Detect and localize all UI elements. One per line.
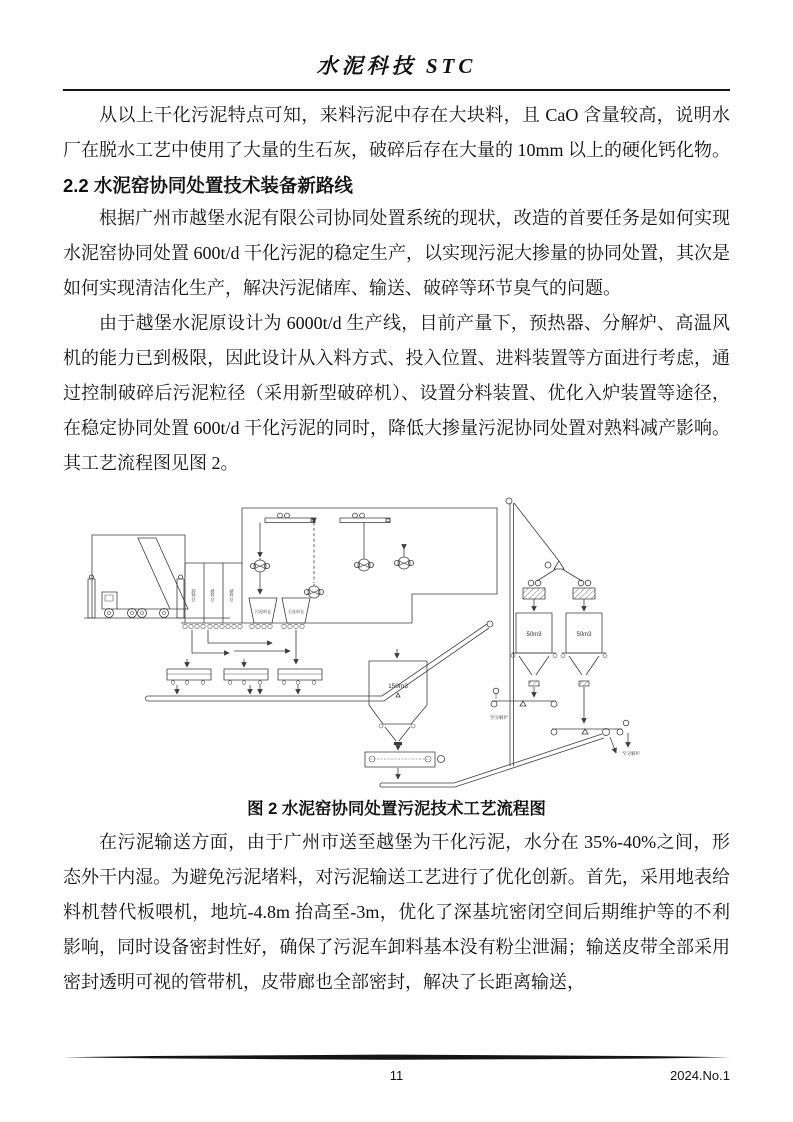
- figure-2: [63, 491, 730, 793]
- feeder-2: [224, 659, 268, 694]
- footer-rule: [63, 1054, 730, 1061]
- calciner-screw-1: [490, 688, 557, 721]
- dosing-silo-1: [511, 580, 557, 697]
- pipe-conveyor-2: [380, 729, 616, 788]
- figure-caption: 图 2 水泥窑协同处置污泥技术工艺流程图: [247, 800, 546, 818]
- paragraph-design: 由于越堡水泥原设计为 6000t/d 生产线，目前产量下，预热器、分解炉、高温风机的能力已到极限，因此设计从入料方式、投入位置、进料装置等方面进行考虑，通过控制破碎后污泥粒径（采用新型破碎机）、设置分料装置、优化入炉装置等途径，在稳定协同处置 600t/d 干化污泥的同时，降低大掺量污泥协同处置对熟料减产影响。其工艺流程图见图 2。: [63, 313, 730, 473]
- truck-icon: [102, 592, 170, 618]
- section-heading: 2.2 水泥窑协同处置技术装备新路线: [63, 175, 353, 196]
- page-number: 11: [389, 1068, 404, 1083]
- process-flow-diagram: [82, 491, 712, 793]
- bin1-label: 卸料仓: [191, 588, 196, 602]
- paragraph-intro: 从以上干化污泥特点可知，来料污泥中存在大块料，且 CaO 含量较高，说明水厂在脱水工艺中使用了大量的生石灰，破碎后存在大量的 10mm 以上的硬化钙化物。: [63, 105, 730, 160]
- feeder-row: [167, 659, 322, 694]
- grab-bucket-icon: [394, 555, 413, 569]
- screw-conveyors: [182, 624, 303, 628]
- dosing-silo-2: [561, 580, 607, 723]
- hopper-right-label: 石灰料仓: [287, 609, 304, 614]
- feeder-3: [278, 669, 322, 694]
- buffer-hopper: [369, 649, 427, 750]
- header-rule: [63, 89, 730, 91]
- overhead-crane-2: [340, 513, 390, 522]
- bin2-label: 储料仓: [210, 588, 215, 602]
- grab-bucket-icon: [250, 558, 269, 572]
- pipe-conveyor-1: [145, 621, 493, 701]
- buffer-hopper-volume: 150m3: [387, 683, 408, 690]
- transfer-lines: [192, 630, 296, 664]
- belt-feeder: [365, 752, 445, 779]
- page-footer: [63, 1048, 730, 1088]
- paragraph-transport: 在污泥输送方面，由于广州市送至越堡为干化污泥，水分在 35%-40%之间，形态外干内湿。为避免污泥堵料，对污泥输送工艺进行了优化创新。首先，采用地表给料机替代板喂机，地坑-4.8m 抬高至-3m，优化了深基坑密闭空间后期维护等的不利影响，同时设备密封性好，确保了污泥车卸料基本没有粉尘泄漏；输送皮带全部采用密封透明可视的管带机，皮带廊也全部密封，解决了长距离输送，: [63, 832, 730, 992]
- storage-bins: [181, 563, 412, 629]
- silo1-volume: 50m3: [525, 632, 542, 638]
- paragraph-status: 根据广州市越堡水泥有限公司协同处置系统的现状，改造的首要任务是如何实现水泥窑协同处置 600t/d 干化污泥的稳定生产，以实现污泥大掺量的协同处置，其次是如何实现清洁化生产，解决污泥储库、输送、破碎等环节臭气的问题。: [63, 208, 730, 298]
- feeder-1: [167, 659, 211, 694]
- hall-hoppers: [249, 598, 310, 623]
- hopper-left-label: 污泥料仓: [254, 609, 271, 614]
- dest-left-label: 至分解炉: [489, 715, 508, 720]
- splitter: [537, 561, 582, 581]
- silo2-volume: 50m3: [575, 632, 592, 638]
- bin3-label: 储料仓: [229, 588, 234, 602]
- truck-shed: [82, 491, 230, 618]
- calciner-screw-2: [551, 720, 640, 757]
- issue-number: 2024.No.1: [670, 1068, 730, 1083]
- sludge-hall: [242, 508, 497, 623]
- grab-bucket-icon: [354, 557, 373, 571]
- grab-bucket-icon: [304, 584, 323, 598]
- journal-title: 水泥科技 STC: [316, 54, 477, 78]
- overhead-crane-1: [265, 513, 315, 522]
- dump-body: [138, 538, 188, 609]
- dest-right-label: 至分解炉: [621, 751, 640, 756]
